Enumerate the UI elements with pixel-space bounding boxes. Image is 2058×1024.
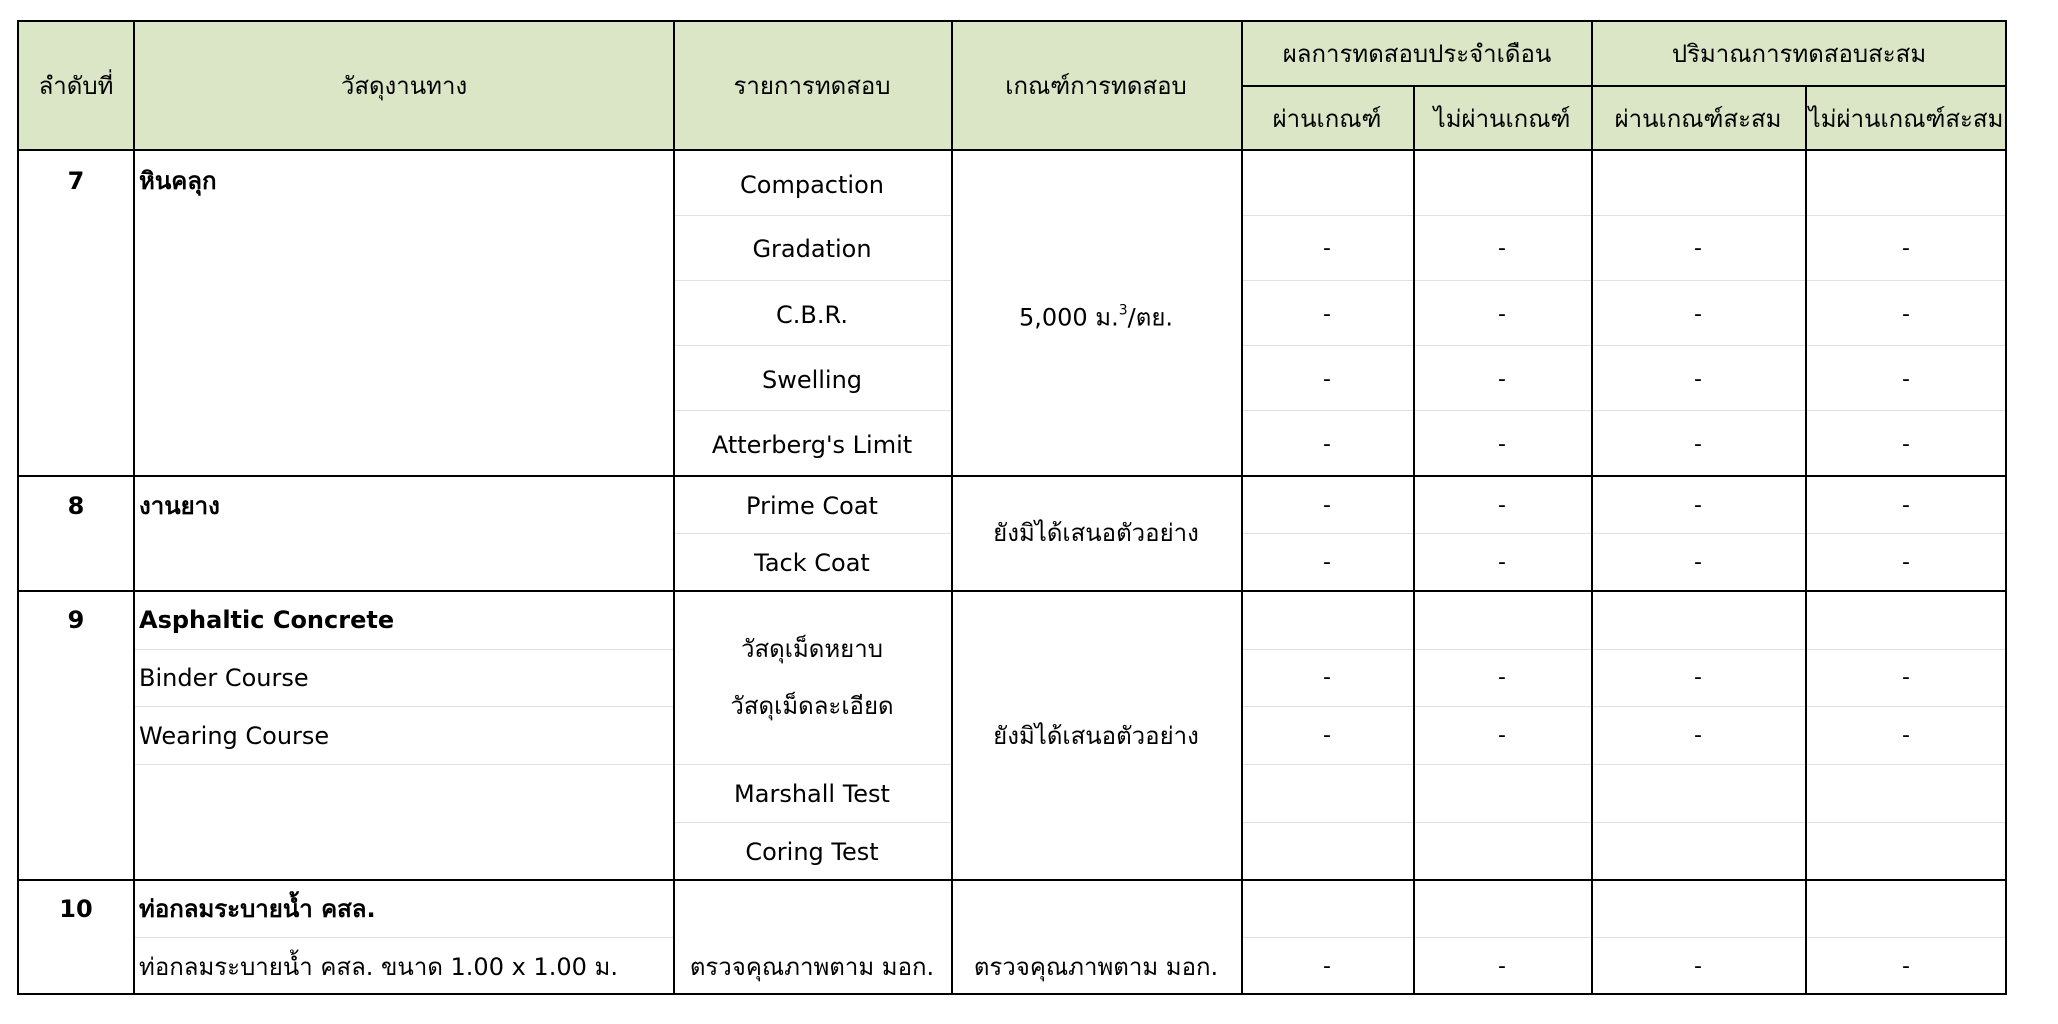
result-pass-cumulative: -	[1694, 954, 1702, 979]
row-number: 10	[59, 895, 93, 923]
header-order: ลำดับที่	[38, 72, 114, 100]
result-pass-cumulative: -	[1694, 432, 1702, 457]
result-fail-cumulative: -	[1902, 367, 1910, 392]
result-fail-cumulative: -	[1902, 665, 1910, 690]
test-item: Atterberg's Limit	[711, 431, 913, 459]
result-pass: -	[1323, 723, 1331, 748]
material-sub-item: Wearing Course	[139, 722, 330, 750]
test-criteria: ตรวจคุณภาพตาม มอก.	[973, 953, 1219, 981]
result-fail-cumulative: -	[1902, 236, 1910, 261]
header-material: วัสดุงานทาง	[340, 72, 468, 100]
test-item: Tack Coat	[754, 549, 870, 577]
result-pass: -	[1323, 493, 1331, 518]
result-pass: -	[1323, 954, 1331, 979]
result-fail: -	[1498, 954, 1506, 979]
result-pass-cumulative: -	[1694, 493, 1702, 518]
material-name: Asphaltic Concrete	[139, 606, 395, 634]
result-pass: -	[1323, 302, 1331, 327]
header-fail: ไม่ผ่านเกณฑ์	[1433, 105, 1571, 133]
row-number: 8	[67, 492, 85, 520]
result-pass-cumulative: -	[1694, 550, 1702, 575]
header-monthly-results: ผลการทดสอบประจำเดือน	[1282, 40, 1552, 68]
test-item: วัสดุเม็ดละเอียด	[730, 692, 894, 720]
result-pass-cumulative: -	[1694, 302, 1702, 327]
material-name: งานยาง	[139, 492, 220, 520]
result-fail-cumulative: -	[1902, 493, 1910, 518]
result-fail: -	[1498, 723, 1506, 748]
result-fail: -	[1498, 432, 1506, 457]
result-fail-cumulative: -	[1902, 550, 1910, 575]
result-pass-cumulative: -	[1694, 665, 1702, 690]
header-cumulative: ปริมาณการทดสอบสะสม	[1671, 40, 1927, 68]
result-fail-cumulative: -	[1902, 432, 1910, 457]
row-number: 7	[67, 167, 85, 195]
test-item: Marshall Test	[734, 780, 890, 808]
result-pass-cumulative: -	[1694, 236, 1702, 261]
test-item: C.B.R.	[776, 301, 848, 329]
row-number: 9	[67, 606, 85, 634]
header-pass-cumulative: ผ่านเกณฑ์สะสม	[1614, 105, 1782, 133]
result-pass: -	[1323, 236, 1331, 261]
result-fail: -	[1498, 493, 1506, 518]
header-test-item: รายการทดสอบ	[733, 72, 891, 100]
material-sub-item: ท่อกลมระบายน้ำ คสล. ขนาด 1.00 x 1.00 ม.	[139, 953, 618, 981]
header-fail-cumulative: ไม่ผ่านเกณฑ์สะสม	[1808, 105, 2004, 133]
test-item: Gradation	[752, 235, 872, 263]
result-fail: -	[1498, 367, 1506, 392]
test-criteria: ยังมิได้เสนอตัวอย่าง	[993, 722, 1199, 750]
result-pass: -	[1323, 665, 1331, 690]
result-fail: -	[1498, 665, 1506, 690]
material-sub-item: Binder Course	[139, 664, 309, 692]
header-pass: ผ่านเกณฑ์	[1272, 105, 1382, 133]
result-fail: -	[1498, 236, 1506, 261]
result-fail: -	[1498, 550, 1506, 575]
test-item: Coring Test	[745, 838, 879, 866]
header-criteria: เกณฑ์การทดสอบ	[1005, 72, 1187, 100]
test-criteria: 5,000 ม.$^3$/ตย.	[1018, 302, 1174, 332]
result-pass-cumulative: -	[1694, 367, 1702, 392]
result-pass: -	[1323, 550, 1331, 575]
test-item: ตรวจคุณภาพตาม มอก.	[689, 953, 935, 981]
result-pass: -	[1323, 367, 1331, 392]
result-pass: -	[1323, 432, 1331, 457]
test-item: Compaction	[740, 171, 884, 199]
result-fail-cumulative: -	[1902, 723, 1910, 748]
result-fail-cumulative: -	[1902, 954, 1910, 979]
material-name: ท่อกลมระบายน้ำ คสล.	[139, 895, 376, 923]
result-pass-cumulative: -	[1694, 723, 1702, 748]
result-fail-cumulative: -	[1902, 302, 1910, 327]
test-criteria: ยังมิได้เสนอตัวอย่าง	[993, 519, 1199, 547]
test-item: Prime Coat	[746, 492, 878, 520]
material-name: หินคลุก	[139, 167, 217, 195]
test-item: Swelling	[761, 366, 863, 394]
test-item: วัสดุเม็ดหยาบ	[741, 635, 883, 663]
result-fail: -	[1498, 302, 1506, 327]
